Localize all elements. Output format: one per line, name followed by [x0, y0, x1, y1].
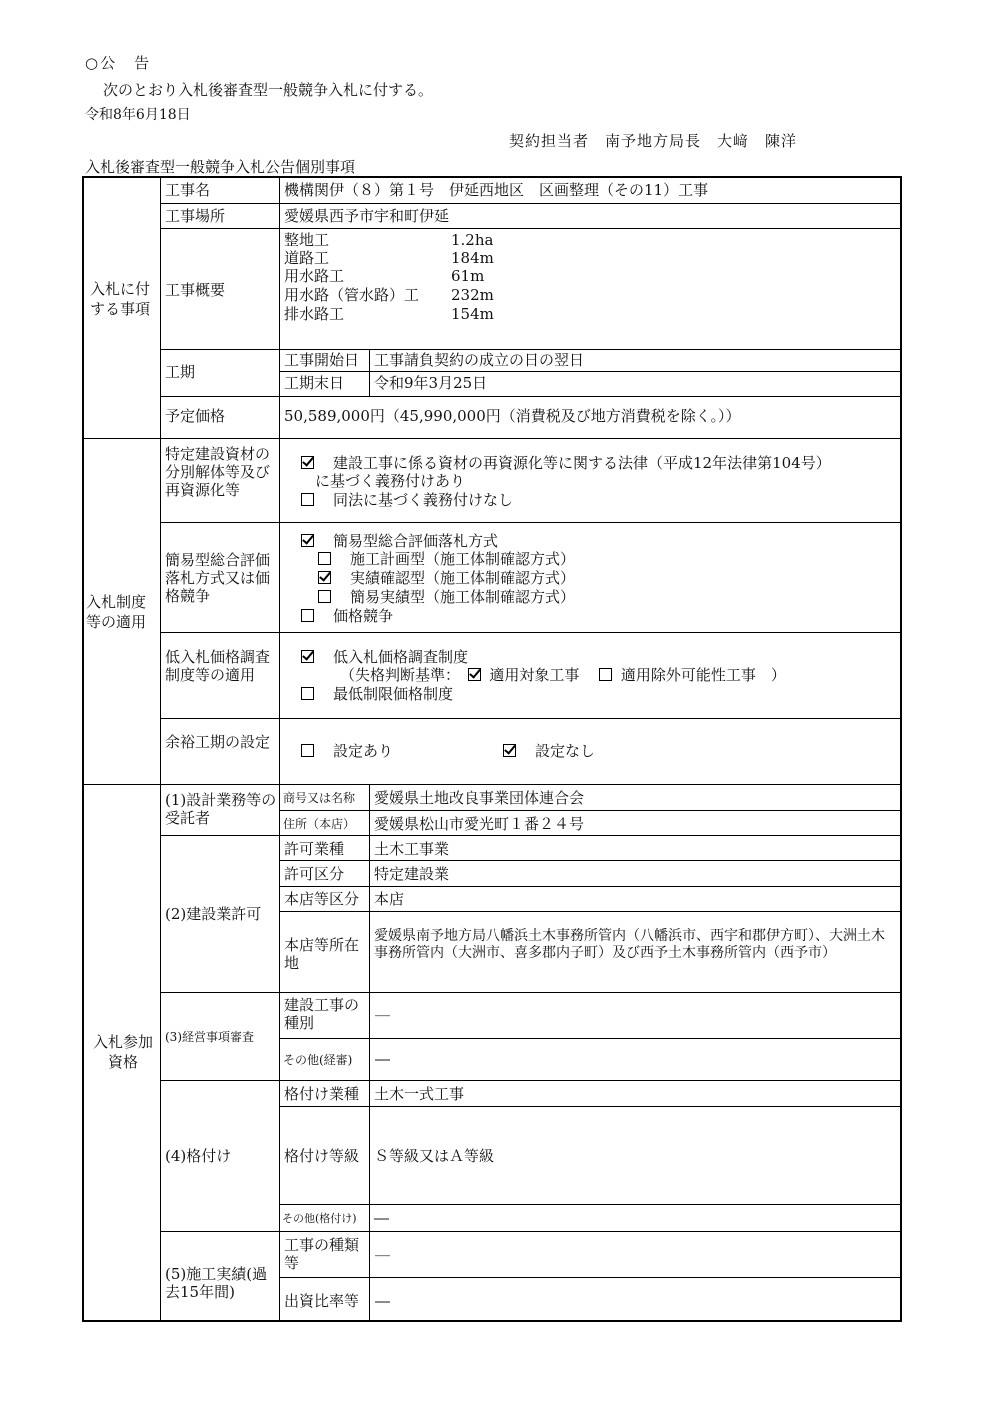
overview-item-qty: 61m — [451, 267, 485, 285]
checkbox-icon — [301, 534, 314, 547]
signer: 契約担当者 南予地方局長 大﨑 陳洋 — [509, 132, 798, 150]
col-divider-period — [369, 349, 370, 396]
row-line — [279, 911, 901, 912]
row-line — [279, 886, 901, 887]
work-overview-label: 工事概要 — [165, 281, 226, 299]
license-class-label: 許可区分 — [284, 865, 345, 883]
row-line — [160, 522, 901, 523]
eval-option-price: 価格競争 — [333, 607, 394, 625]
row-line — [160, 228, 901, 229]
margin-option-no: 設定なし — [535, 742, 596, 760]
row-line — [279, 1038, 901, 1039]
row-line — [160, 718, 901, 719]
section-bidding-label: 入札に付する事項 — [90, 280, 151, 318]
period-start-value: 工事請負契約の成立の日の翌日 — [374, 351, 585, 369]
margin-label: 余裕工期の設定 — [165, 733, 271, 751]
notice-date: 令和8年6月18日 — [85, 107, 191, 123]
row-line — [279, 1106, 901, 1107]
row-line — [160, 992, 901, 993]
checkbox-icon — [318, 552, 331, 565]
rank-label: (4)格付け — [165, 1147, 232, 1165]
table-border-top — [82, 176, 902, 178]
row-line — [160, 1080, 901, 1081]
review-kind-label: 建設工事の種別 — [284, 996, 360, 1032]
checkbox-icon — [599, 668, 612, 681]
work-name-label: 工事名 — [165, 181, 211, 199]
row-line — [279, 1204, 901, 1205]
col-divider-2b — [279, 784, 280, 1321]
section-divider-1 — [83, 438, 901, 439]
design-name-label: 商号又は名称 — [283, 791, 356, 805]
low-bid-option-survey: 低入札価格調査制度 — [333, 648, 469, 666]
review-other-value: ― — [375, 1050, 390, 1068]
overview-item-name: 用水路（管水路）工 — [284, 286, 420, 304]
checkbox-icon — [468, 668, 481, 681]
eval-sub-simple-record: 簡易実績型（施工体制確認方式） — [350, 588, 576, 606]
license-type-label: 許可業種 — [284, 840, 345, 858]
recycle-option-yes: 建設工事に係る資材の再資源化等に関する法律（平成12年法律第104号） — [333, 454, 831, 472]
overview-item-name: 整地工 — [284, 231, 330, 249]
rank-kind-label: 格付け業種 — [284, 1085, 360, 1103]
notice-heading: ○公 告 — [85, 54, 152, 72]
review-kind-value: ＿ — [375, 1000, 391, 1018]
low-bid-label: 低入札価格調査制度等の適用 — [165, 648, 271, 684]
record-ratio-value: ― — [375, 1292, 390, 1310]
low-bid-basis-target: 適用対象工事 — [489, 666, 580, 684]
overview-item-qty: 184m — [451, 249, 494, 267]
price-label: 予定価格 — [165, 407, 226, 425]
table-border-left — [82, 176, 84, 1322]
record-kind-value: ＿ — [375, 1240, 391, 1258]
office-class-value: 本店 — [374, 890, 405, 908]
checkbox-icon — [301, 456, 314, 469]
row-line — [160, 632, 901, 633]
office-location-value: 愛媛県南予地方局八幡浜土木事務所管内（八幡浜市、西宇和郡伊方町）、大洲土木事務所管内（大洲市、喜多郡内子町）及び西予土木事務所管内（西予市） — [374, 928, 885, 961]
recycle-option-yes-cont: に基づく義務付けあり — [315, 472, 466, 490]
checkbox-icon — [301, 609, 314, 622]
work-name-value: 機構関伊（８）第１号 伊延西地区 区画整理（その11）工事 — [284, 181, 709, 199]
row-line — [160, 396, 901, 397]
overview-item-name: 用水路工 — [284, 267, 345, 285]
checkbox-icon — [301, 493, 314, 506]
rank-other-value: ― — [374, 1209, 389, 1227]
overview-item-qty: 154m — [451, 305, 494, 323]
rank-grade-value: Ｓ等級又はＡ等級 — [374, 1147, 495, 1165]
rank-kind-value: 土木一式工事 — [374, 1085, 465, 1103]
row-line — [279, 810, 901, 811]
margin-option-yes: 設定あり — [333, 742, 394, 760]
period-start-label: 工事開始日 — [284, 351, 360, 369]
table-border-right — [900, 176, 902, 1322]
table-title: 入札後審査型一般競争入札公告個別事項 — [85, 158, 356, 176]
table-border-bottom — [82, 1320, 902, 1322]
record-ratio-label: 出資比率等 — [284, 1292, 360, 1310]
review-label: (3)経営事項審査 — [165, 1030, 254, 1044]
price-value: 50,589,000円（45,990,000円（消費税及び地方消費税を除く。）） — [284, 407, 741, 425]
period-end-value: 令和9年3月25日 — [374, 374, 488, 392]
record-kind-label: 工事の種類等 — [284, 1236, 360, 1272]
overview-item-qty: 232m — [451, 286, 494, 304]
low-bid-basis-excluded: 適用除外可能性工事 ） — [620, 666, 786, 684]
col-divider-2a — [279, 177, 280, 784]
design-address-label: 住所（本店） — [283, 817, 356, 831]
intro-text: 次のとおり入札後審査型一般競争入札に付する。 — [103, 81, 434, 99]
row-line — [160, 203, 901, 204]
row-line — [279, 860, 901, 861]
eval-option-simple: 簡易型総合評価落札方式 — [333, 532, 499, 550]
license-type-value: 土木工事業 — [374, 840, 450, 858]
overview-item-name: 道路工 — [284, 249, 330, 267]
checkbox-icon — [301, 650, 314, 663]
license-label: (2)建設業許可 — [165, 905, 262, 923]
overview-item-name: 排水路工 — [284, 305, 345, 323]
review-other-label: その他(経審) — [283, 1053, 353, 1067]
col-divider-3 — [369, 784, 370, 1321]
section-system-label: 入札制度等の適用 — [86, 593, 147, 631]
eval-sub-record: 実績確認型（施工体制確認方式） — [350, 569, 576, 587]
eval-sub-plan: 施工計画型（施工体制確認方式） — [350, 550, 576, 568]
section-divider-2 — [83, 784, 901, 785]
checkbox-icon — [503, 744, 516, 757]
checkbox-icon — [301, 744, 314, 757]
period-label: 工期 — [165, 363, 196, 381]
overview-item-qty: 1.2ha — [451, 231, 494, 249]
rank-grade-label: 格付け等級 — [284, 1147, 360, 1165]
design-name-value: 愛媛県土地改良事業団体連合会 — [374, 789, 585, 807]
section-qualification-label: 入札参加資格 — [92, 1033, 153, 1071]
checkbox-icon — [301, 687, 314, 700]
work-place-label: 工事場所 — [165, 207, 226, 225]
period-end-label: 工期末日 — [284, 374, 345, 392]
office-location-label: 本店等所在地 — [284, 936, 360, 972]
license-class-value: 特定建設業 — [374, 865, 450, 883]
work-place-value: 愛媛県西予市宇和町伊延 — [284, 207, 450, 225]
design-contractor-label: (1)設計業務等の受託者 — [165, 791, 277, 827]
checkbox-icon — [318, 571, 331, 584]
row-line — [160, 835, 901, 836]
rank-other-label: その他(格付け) — [282, 1212, 357, 1225]
row-line — [279, 1277, 901, 1278]
record-label: (5)施工実績(過去15年間) — [165, 1265, 268, 1301]
design-address-value: 愛媛県松山市愛光町１番２４号 — [374, 815, 585, 833]
recycle-label: 特定建設資材の分別解体等及び再資源化等 — [165, 445, 271, 499]
row-line — [160, 1231, 901, 1232]
recycle-option-no: 同法に基づく義務付けなし — [333, 491, 514, 509]
checkbox-icon — [318, 590, 331, 603]
row-line — [279, 371, 901, 372]
low-bid-basis: （失格判断基準： — [340, 666, 453, 684]
low-bid-option-minimum: 最低制限価格制度 — [333, 685, 454, 703]
office-class-label: 本店等区分 — [284, 890, 360, 908]
eval-label: 簡易型総合評価落札方式又は価格競争 — [165, 551, 271, 605]
row-line — [160, 349, 901, 350]
